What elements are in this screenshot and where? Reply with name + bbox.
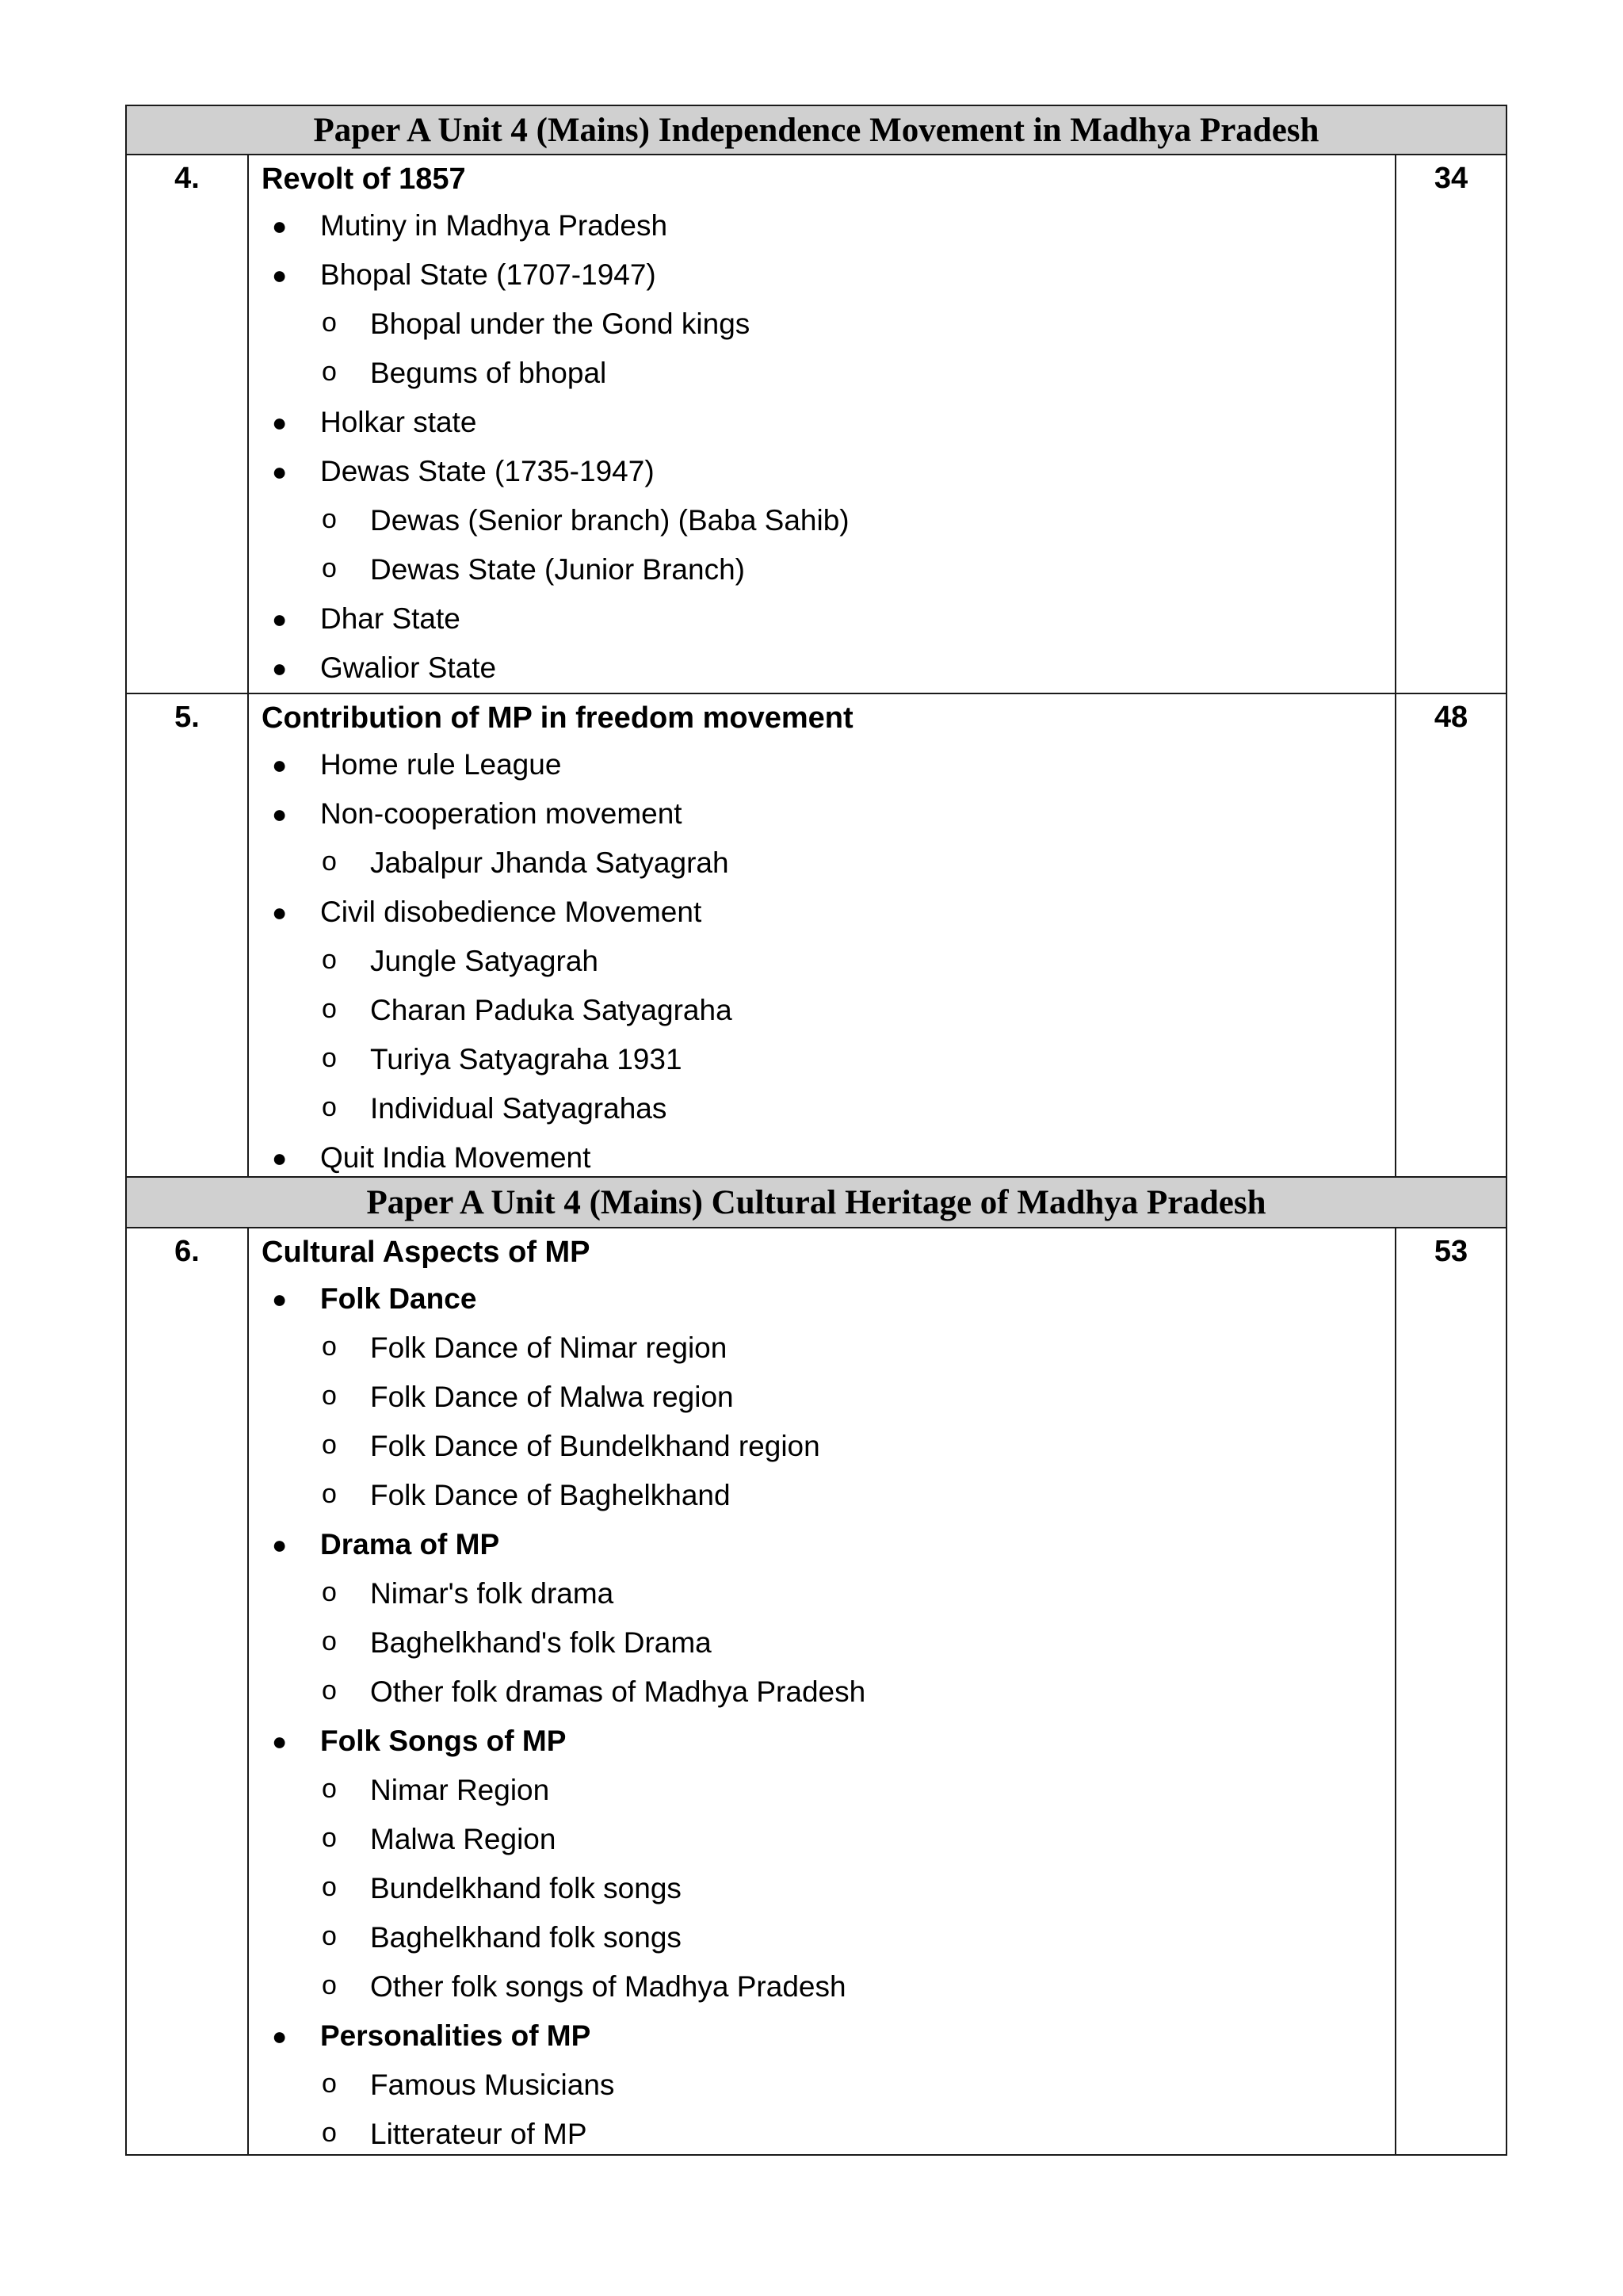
- topic-title: Revolt of 1857: [262, 162, 466, 196]
- item-text: Dewas State (1735-1947): [320, 455, 655, 487]
- item-text: Baghelkhand's folk Drama: [370, 1626, 712, 1659]
- sub-list-item: [262, 2110, 1395, 2156]
- item-text: Nimar's folk drama: [370, 1577, 614, 1610]
- list-item: [262, 201, 1395, 250]
- item-text: Folk Dance of Malwa region: [370, 1381, 734, 1413]
- topic-list: [262, 1274, 1395, 2156]
- topic-title: Cultural Aspects of MP: [262, 1236, 590, 1269]
- item-text: Litterateur of MP: [370, 2118, 587, 2150]
- circle-bullet-icon: o: [322, 1043, 337, 1073]
- circle-bullet-icon: o: [322, 1577, 337, 1607]
- item-text: Begums of bhopal: [370, 357, 607, 389]
- sub-list-item: [262, 1962, 1395, 2011]
- item-text: Mutiny in Madhya Pradesh: [320, 209, 668, 242]
- sub-list-item: [262, 2061, 1395, 2110]
- item-text: Home rule League: [320, 748, 562, 781]
- item-text: Personalities of MP: [320, 2019, 591, 2052]
- bullet-icon: ●: [272, 1144, 288, 1172]
- list-item: [262, 250, 1395, 300]
- sub-list-item: [262, 1913, 1395, 1962]
- circle-bullet-icon: o: [322, 1430, 337, 1460]
- bullet-icon: ●: [272, 457, 288, 486]
- item-text: Bhopal under the Gond kings: [370, 308, 750, 340]
- circle-bullet-icon: o: [322, 553, 337, 583]
- bullet-icon: ●: [272, 261, 288, 289]
- item-text: Non-cooperation movement: [320, 797, 682, 830]
- sub-list-item: [262, 839, 1395, 888]
- section-heading: Paper A Unit 4 (Mains) Independence Movement in Madhya Pradesh: [125, 105, 1507, 155]
- circle-bullet-icon: o: [322, 1970, 337, 2000]
- list-item: [262, 1717, 1395, 1766]
- table-row: [125, 1228, 1507, 2156]
- table-row: [125, 155, 1507, 694]
- circle-bullet-icon: o: [322, 945, 337, 975]
- item-text: Jabalpur Jhanda Satyagrah: [370, 846, 729, 879]
- topic-cell: [249, 694, 1396, 1176]
- item-text: Individual Satyagrahas: [370, 1092, 667, 1125]
- bullet-icon: ●: [272, 1727, 288, 1755]
- sub-list-item: [262, 496, 1395, 545]
- item-text: Jungle Satyagrah: [370, 945, 598, 977]
- circle-bullet-icon: o: [322, 308, 337, 338]
- list-item: [262, 888, 1395, 937]
- item-text: Folk Dance: [320, 1282, 477, 1315]
- circle-bullet-icon: o: [322, 1479, 337, 1509]
- topic-list: [262, 740, 1395, 1178]
- list-item: [262, 740, 1395, 789]
- item-text: Holkar state: [320, 406, 477, 438]
- sub-list-item: [262, 1618, 1395, 1668]
- sub-list-item: [262, 1668, 1395, 1717]
- item-text: Charan Paduka Satyagraha: [370, 994, 732, 1026]
- item-text: Other folk dramas of Madhya Pradesh: [370, 1675, 866, 1708]
- bullet-icon: ●: [272, 751, 288, 779]
- item-text: Bundelkhand folk songs: [370, 1872, 682, 1904]
- item-text: Bhopal State (1707-1947): [320, 258, 656, 291]
- circle-bullet-icon: o: [322, 1823, 337, 1853]
- list-item: [262, 398, 1395, 447]
- list-item: [262, 789, 1395, 839]
- circle-bullet-icon: o: [322, 2118, 337, 2148]
- bullet-icon: ●: [272, 1530, 288, 1559]
- list-item: [262, 1274, 1395, 1324]
- sub-list-item: [262, 1766, 1395, 1815]
- bullet-icon: ●: [272, 2022, 288, 2050]
- item-text: Dhar State: [320, 602, 460, 635]
- sub-list-item: [262, 545, 1395, 594]
- circle-bullet-icon: o: [322, 1774, 337, 1804]
- item-text: Folk Dance of Baghelkhand: [370, 1479, 731, 1511]
- circle-bullet-icon: o: [322, 1675, 337, 1706]
- circle-bullet-icon: o: [322, 994, 337, 1024]
- list-item: [262, 1520, 1395, 1569]
- section-heading: Paper A Unit 4 (Mains) Cultural Heritage of Madhya Pradesh: [125, 1178, 1507, 1228]
- circle-bullet-icon: o: [322, 1381, 337, 1411]
- sub-list-item: [262, 1815, 1395, 1864]
- bullet-icon: ●: [272, 898, 288, 926]
- list-item: [262, 2011, 1395, 2061]
- page-number: 34: [1434, 162, 1468, 195]
- circle-bullet-icon: o: [322, 504, 337, 534]
- circle-bullet-icon: o: [322, 2069, 337, 2099]
- sub-list-item: [262, 1324, 1395, 1373]
- sub-list-item: [262, 349, 1395, 398]
- item-text: Turiya Satyagraha 1931: [370, 1043, 682, 1075]
- topic-list: [262, 201, 1395, 693]
- circle-bullet-icon: o: [322, 1872, 337, 1902]
- item-text: Folk Songs of MP: [320, 1725, 567, 1757]
- bullet-icon: ●: [272, 605, 288, 633]
- item-text: Other folk songs of Madhya Pradesh: [370, 1970, 846, 2003]
- bullet-icon: ●: [272, 654, 288, 682]
- item-text: Folk Dance of Nimar region: [370, 1331, 727, 1364]
- item-text: Dewas (Senior branch) (Baba Sahib): [370, 504, 850, 537]
- item-text: Malwa Region: [370, 1823, 556, 1855]
- row-number: 4.: [127, 155, 249, 693]
- sub-list-item: [262, 1373, 1395, 1422]
- sub-list-item: [262, 1422, 1395, 1471]
- bullet-icon: ●: [272, 1285, 288, 1313]
- item-text: Quit India Movement: [320, 1141, 591, 1174]
- row-number: 6.: [127, 1228, 249, 2154]
- item-text: Dewas State (Junior Branch): [370, 553, 745, 586]
- item-text: Nimar Region: [370, 1774, 550, 1806]
- item-text: Gwalior State: [320, 651, 497, 684]
- syllabus-table: [125, 105, 1507, 2156]
- item-text: Folk Dance of Bundelkhand region: [370, 1430, 820, 1462]
- topic-title: Contribution of MP in freedom movement: [262, 701, 854, 735]
- circle-bullet-icon: o: [322, 1921, 337, 1951]
- bullet-icon: ●: [272, 408, 288, 437]
- sub-list-item: [262, 1035, 1395, 1084]
- table-row: [125, 694, 1507, 1178]
- row-number: 5.: [127, 694, 249, 1176]
- circle-bullet-icon: o: [322, 846, 337, 877]
- sub-list-item: [262, 300, 1395, 349]
- item-text: Drama of MP: [320, 1528, 500, 1561]
- page-number: 53: [1434, 1235, 1468, 1268]
- sub-list-item: [262, 937, 1395, 986]
- bullet-icon: ●: [272, 800, 288, 828]
- item-text: Baghelkhand folk songs: [370, 1921, 682, 1954]
- topic-cell: [249, 1228, 1396, 2154]
- list-item: [262, 644, 1395, 693]
- sub-list-item: [262, 1569, 1395, 1618]
- circle-bullet-icon: o: [322, 357, 337, 387]
- circle-bullet-icon: o: [322, 1331, 337, 1362]
- circle-bullet-icon: o: [322, 1626, 337, 1656]
- list-item: [262, 1133, 1395, 1178]
- page-number: 48: [1434, 701, 1468, 734]
- topic-cell: [249, 155, 1396, 693]
- item-text: Civil disobedience Movement: [320, 896, 702, 928]
- sub-list-item: [262, 1864, 1395, 1913]
- bullet-icon: ●: [272, 212, 288, 240]
- list-item: [262, 447, 1395, 496]
- list-item: [262, 594, 1395, 644]
- item-text: Famous Musicians: [370, 2069, 615, 2101]
- sub-list-item: [262, 986, 1395, 1035]
- sub-list-item: [262, 1084, 1395, 1133]
- circle-bullet-icon: o: [322, 1092, 337, 1122]
- sub-list-item: [262, 1471, 1395, 1520]
